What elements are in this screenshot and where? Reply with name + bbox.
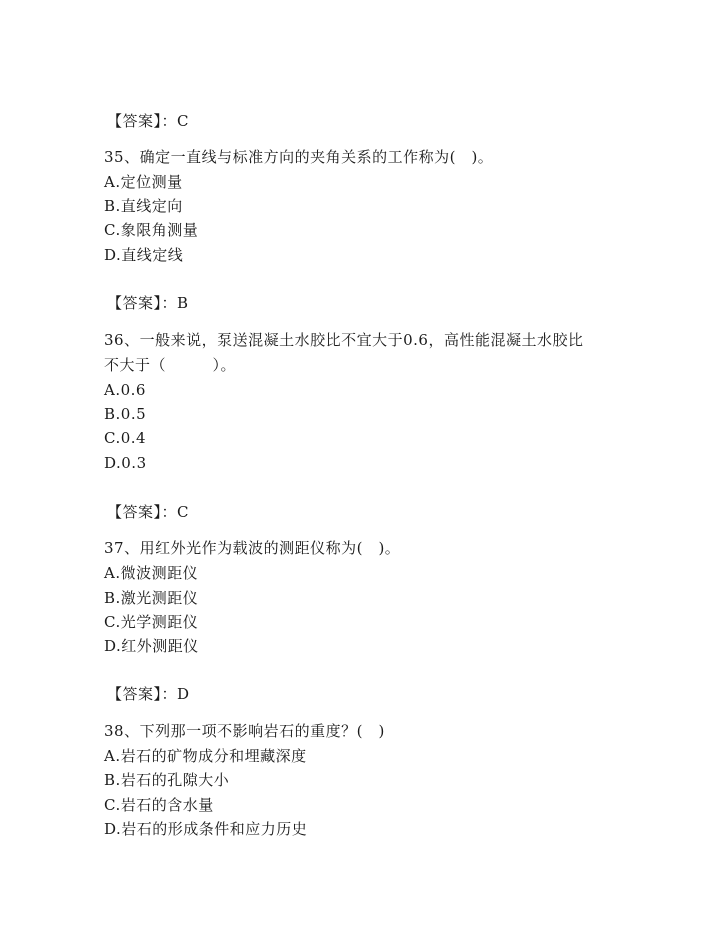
question-35-option-c: C.象限角测量 <box>104 221 199 239</box>
question-36-stem-line-1: 36、一般来说，泵送混凝土水胶比不宜大于0.6，高性能混凝土水胶比 <box>104 331 584 349</box>
question-38-stem: 38、下列那一项不影响岩石的重度？( ) <box>104 722 385 740</box>
question-36-option-a: A.0.6 <box>104 381 146 399</box>
answer-label: 【答案】：B <box>107 294 189 312</box>
question-38-option-b: B.岩石的孔隙大小 <box>104 771 230 789</box>
question-36-option-d: D.0.3 <box>104 454 147 472</box>
question-36-option-c: C.0.4 <box>104 429 147 447</box>
question-37-option-a: A.微波测距仪 <box>104 564 199 582</box>
answer-label: 【答案】：C <box>107 112 189 130</box>
question-38-option-a: A.岩石的矿物成分和埋藏深度 <box>104 747 307 765</box>
question-37-option-c: C.光学测距仪 <box>104 613 199 631</box>
question-35-option-b: B.直线定向 <box>104 197 183 215</box>
question-35-option-d: D.直线定线 <box>104 246 184 264</box>
answer-label: 【答案】：D <box>107 685 190 703</box>
question-36-stem-line-2: 不大于（ ）。 <box>104 356 237 374</box>
answer-label: 【答案】：C <box>107 503 189 521</box>
question-38-option-c: C.岩石的含水量 <box>104 796 214 814</box>
question-35-stem: 35、确定一直线与标准方向的夹角关系的工作称为( )。 <box>104 148 494 166</box>
question-37-stem: 37、用红外光作为载波的测距仪称为( )。 <box>104 539 401 557</box>
question-38-option-d: D.岩石的形成条件和应力历史 <box>104 820 308 838</box>
question-35-option-a: A.定位测量 <box>104 173 183 191</box>
question-36-option-b: B.0.5 <box>104 405 147 423</box>
question-37-option-d: D.红外测距仪 <box>104 637 199 655</box>
question-37-option-b: B.激光测距仪 <box>104 589 199 607</box>
